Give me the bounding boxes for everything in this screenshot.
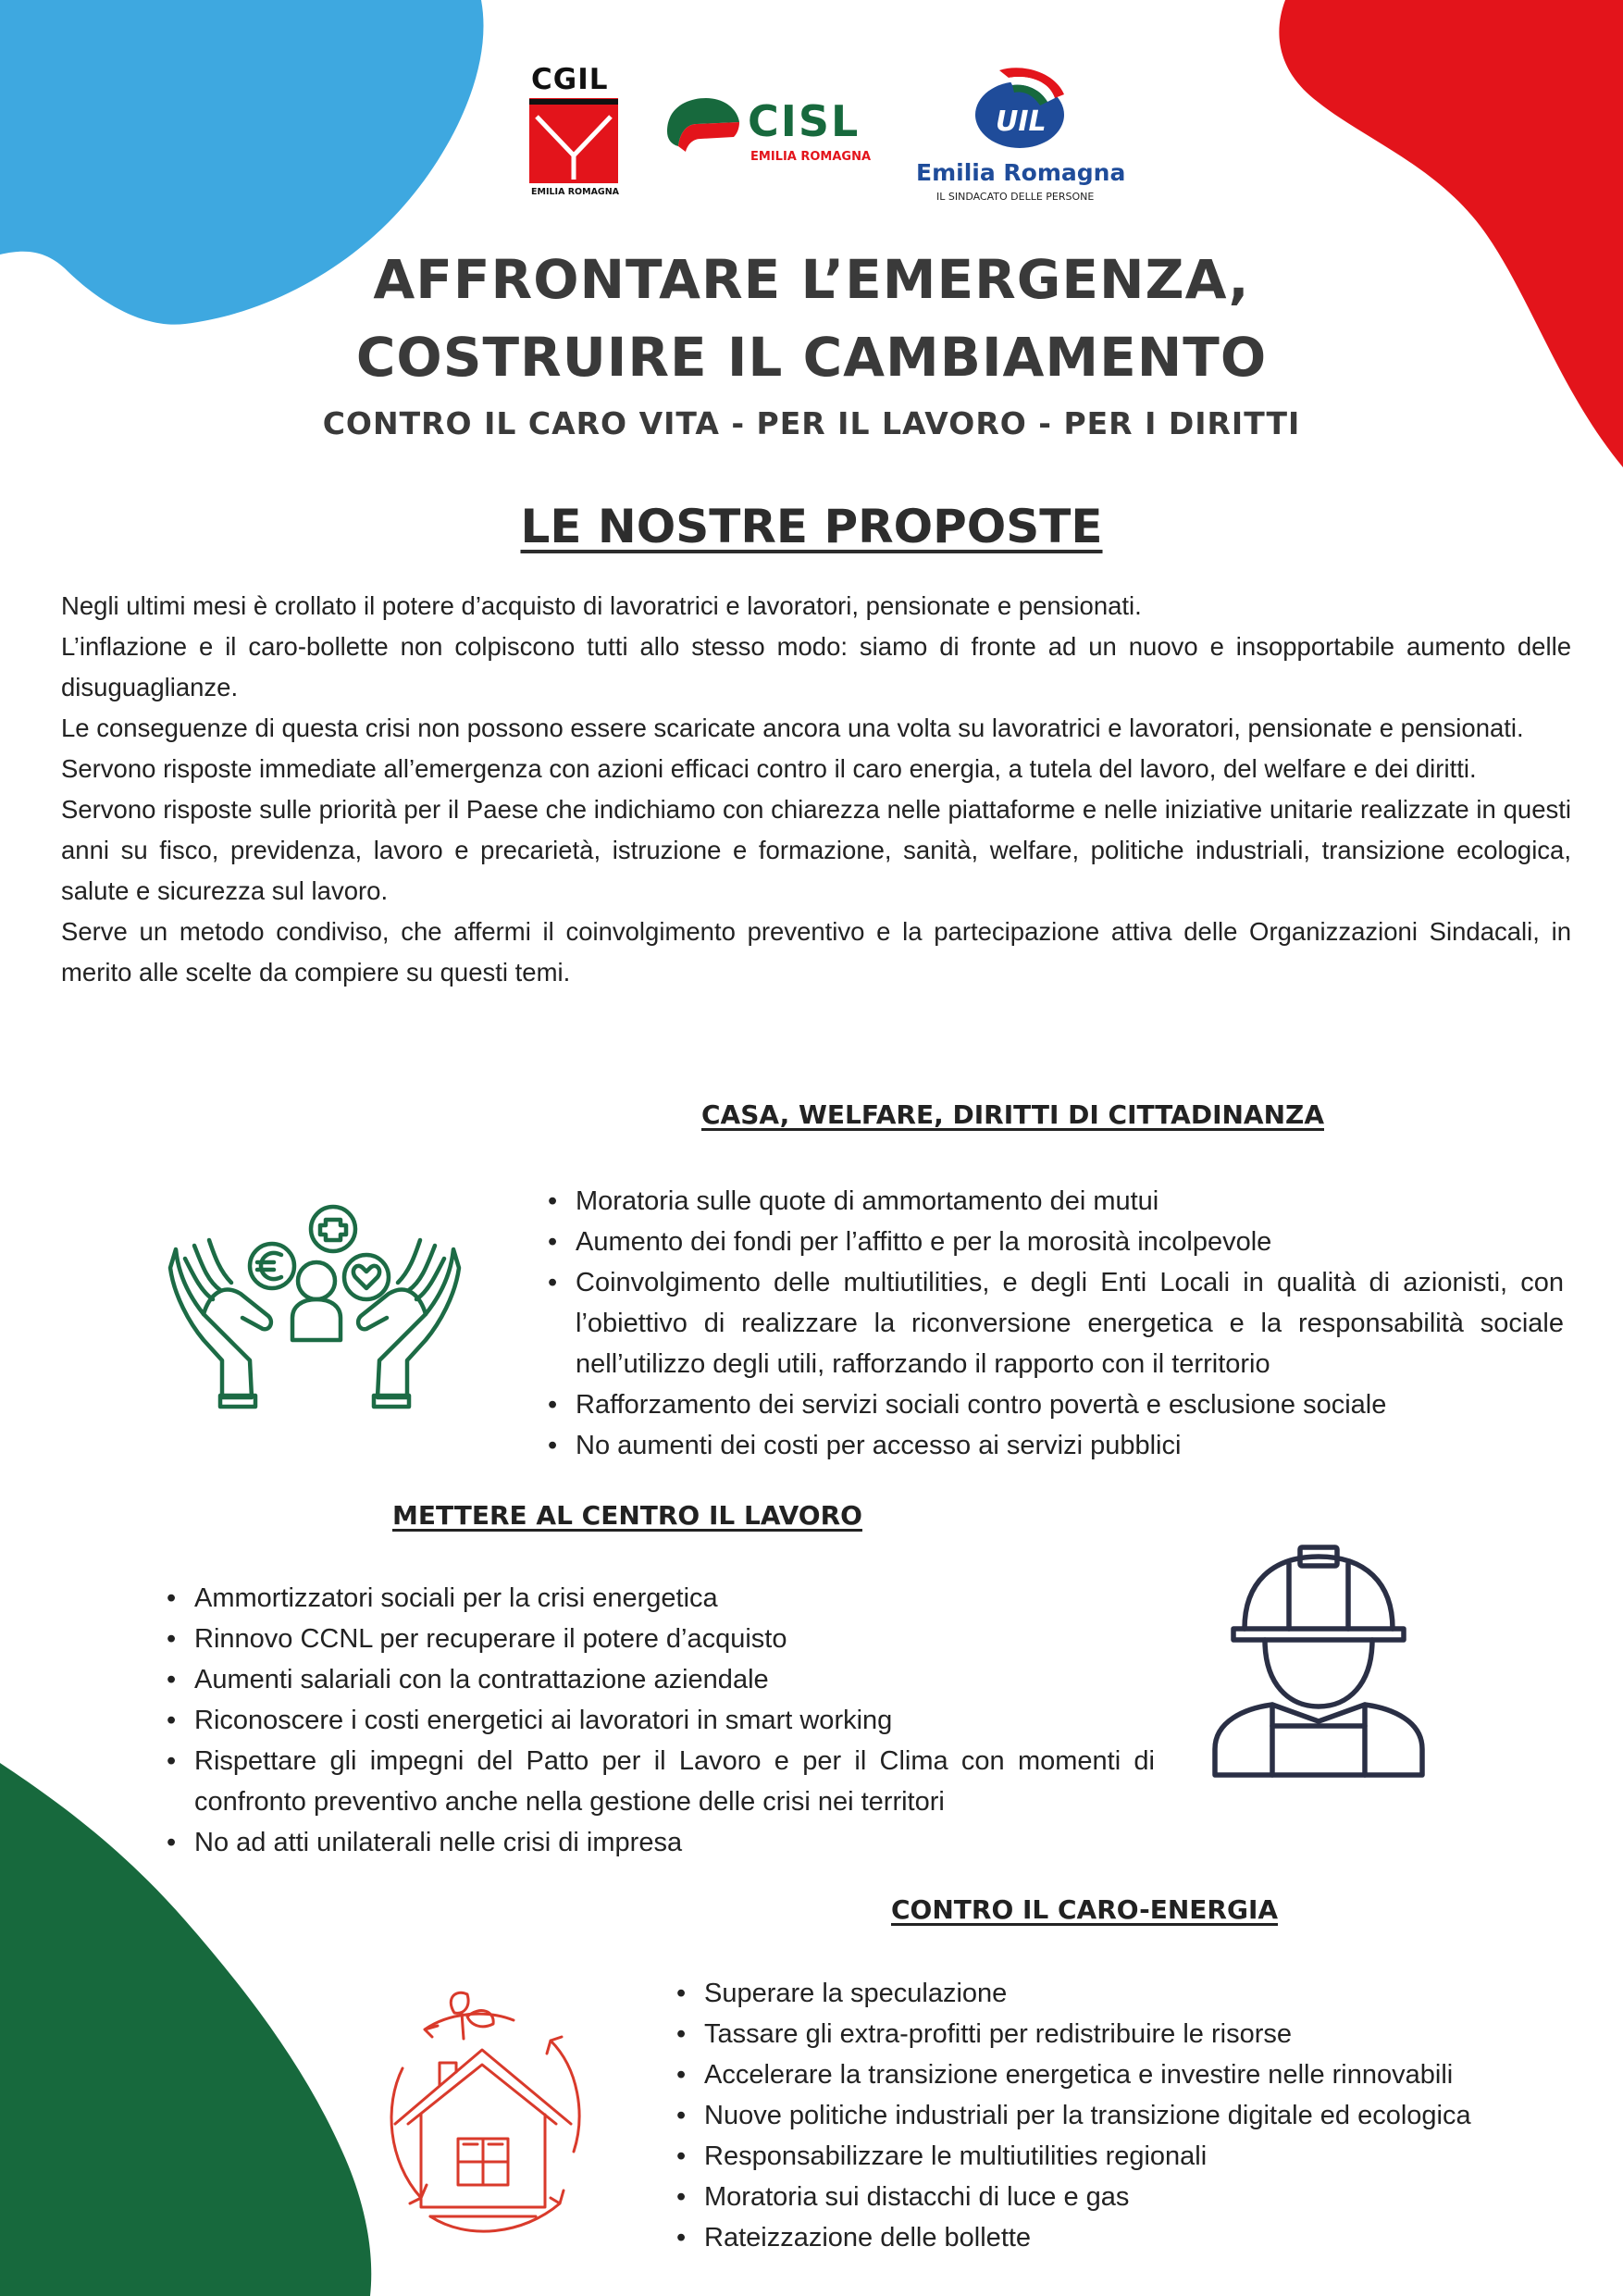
list-item: • No ad atti unilaterali nelle crisi di impresa xyxy=(163,1822,1155,1863)
uil-name: UIL xyxy=(996,105,1047,138)
list-item: • Tassare gli extra-profitti per redistribuire le risorse xyxy=(673,2014,1580,2054)
intro-paragraph: Servono risposte immediate all’emergenza con azioni efficaci contro il caro energia, a tutela del lavoro, del welfare e dei diritti. xyxy=(61,754,1477,783)
logos-bar xyxy=(0,56,1623,213)
list-item: • Moratoria sulle quote di ammortamento dei mutui xyxy=(544,1181,1564,1222)
page-subtitle: CONTRO IL CARO VITA - PER IL LAVORO - PER I DIRITTI xyxy=(322,405,1301,441)
worker-helmet-icon xyxy=(1208,1536,1430,1786)
intro-paragraph: Serve un metodo condiviso, che affermi il coinvolgimento preventivo e la partecipazione attiva delle Organizzazioni Sindacali, in merito alle scelte da compiere su questi temi. xyxy=(61,917,1571,987)
list-casa xyxy=(544,1181,1564,1466)
section-title-lavoro: METTERE AL CENTRO IL LAVORO xyxy=(392,1500,862,1531)
list-item: • Nuove politiche industriali per la transizione digitale ed ecologica xyxy=(673,2095,1580,2136)
list-item: • Riconoscere i costi energetici ai lavoratori in smart working xyxy=(163,1700,1155,1741)
cgil-region: EMILIA ROMAGNA xyxy=(531,187,620,197)
intro-paragraph: Servono risposte sulle priorità per il Paese che indichiamo con chiarezza nelle piattaforme e nelle iniziative unitarie realizzate in questi anni su fisco, previdenza, lavoro e precarietà, istruzione e formazione, sanità, welfare, politiche industriali, transizione ecologica, salute e sicurezza sul lavoro. xyxy=(61,795,1571,905)
cgil-logo xyxy=(529,63,618,202)
list-item: • Ammortizzatori sociali per la crisi energetica xyxy=(163,1578,1155,1619)
list-item: • Accelerare la transizione energetica e investire nelle rinnovabili xyxy=(673,2054,1580,2095)
list-item: • Aumenti salariali con la contrattazione aziendale xyxy=(163,1659,1155,1700)
uil-tagline: IL SINDACATO DELLE PERSONE xyxy=(936,191,1095,203)
section-title-energia: CONTRO IL CARO-ENERGIA xyxy=(891,1894,1279,1925)
list-item: • Rafforzamento dei servizi sociali contro povertà e esclusione sociale xyxy=(544,1384,1564,1425)
uil-logo xyxy=(916,63,1138,211)
list-item: • Moratoria sui distacchi di luce e gas xyxy=(673,2177,1580,2217)
page-title-line1: AFFRONTARE L’EMERGENZA, xyxy=(373,248,1250,311)
section-title-casa: CASA, WELFARE, DIRITTI DI CITTADINANZA xyxy=(701,1099,1324,1130)
cisl-name: CISL xyxy=(748,96,861,146)
list-item: • Superare la speculazione xyxy=(673,1973,1580,2014)
cisl-emblem-icon xyxy=(660,96,741,163)
list-item: • Rispettare gli impegni del Patto per il Lavoro e per il Clima con momenti di confronto preventivo anche nella gestione delle crisi nei territori xyxy=(163,1741,1155,1822)
cgil-emblem-icon xyxy=(529,98,618,183)
list-item: • Rinnovo CCNL per recuperare il potere d’acquisto xyxy=(163,1619,1155,1659)
main-heading xyxy=(0,500,1623,553)
list-item: • Responsabilizzare le multiutilities regionali xyxy=(673,2136,1580,2177)
list-energia xyxy=(673,1973,1580,2258)
cgil-name: CGIL xyxy=(531,63,609,96)
list-item: • Coinvolgimento delle multiutilities, e degli Enti Locali in qualità di azionisti, con l’obiettivo di realizzare la riconversione energetica e la responsabilità sociale nell’utilizzo degli utili, rafforzando il rapporto con il territorio xyxy=(544,1262,1564,1384)
list-lavoro xyxy=(163,1578,1155,1863)
list-item: • Rateizzazione delle bollette xyxy=(673,2217,1580,2258)
list-item: • Aumento dei fondi per l’affitto e per la morosità incolpevole xyxy=(544,1222,1564,1262)
page-title-line2: COSTRUIRE IL CAMBIAMENTO xyxy=(355,326,1268,389)
hands-welfare-icon xyxy=(167,1203,463,1425)
cisl-logo xyxy=(660,94,882,178)
uil-region: Emilia Romagna xyxy=(916,159,1126,186)
intro-paragraph: Le conseguenze di questa crisi non possono essere scaricate ancora una volta su lavoratrici e lavoratori, pensionate e pensionati. xyxy=(61,714,1524,742)
intro-paragraph: Negli ultimi mesi è crollato il potere d’acquisto di lavoratrici e lavoratori, pensionate e pensionati. xyxy=(61,591,1142,620)
intro-paragraph: L’inflazione e il caro-bollette non colpiscono tutti allo stesso modo: siamo di fronte ad un nuovo e insopportabile aumento delle disuguaglianze. xyxy=(61,632,1571,701)
intro-text xyxy=(61,586,1571,993)
cisl-region: EMILIA ROMAGNA xyxy=(750,150,872,164)
eco-house-icon xyxy=(365,1985,606,2244)
list-item: • No aumenti dei costi per accesso ai servizi pubblici xyxy=(544,1425,1564,1466)
main-heading-text: LE NOSTRE PROPOSTE xyxy=(520,500,1103,553)
